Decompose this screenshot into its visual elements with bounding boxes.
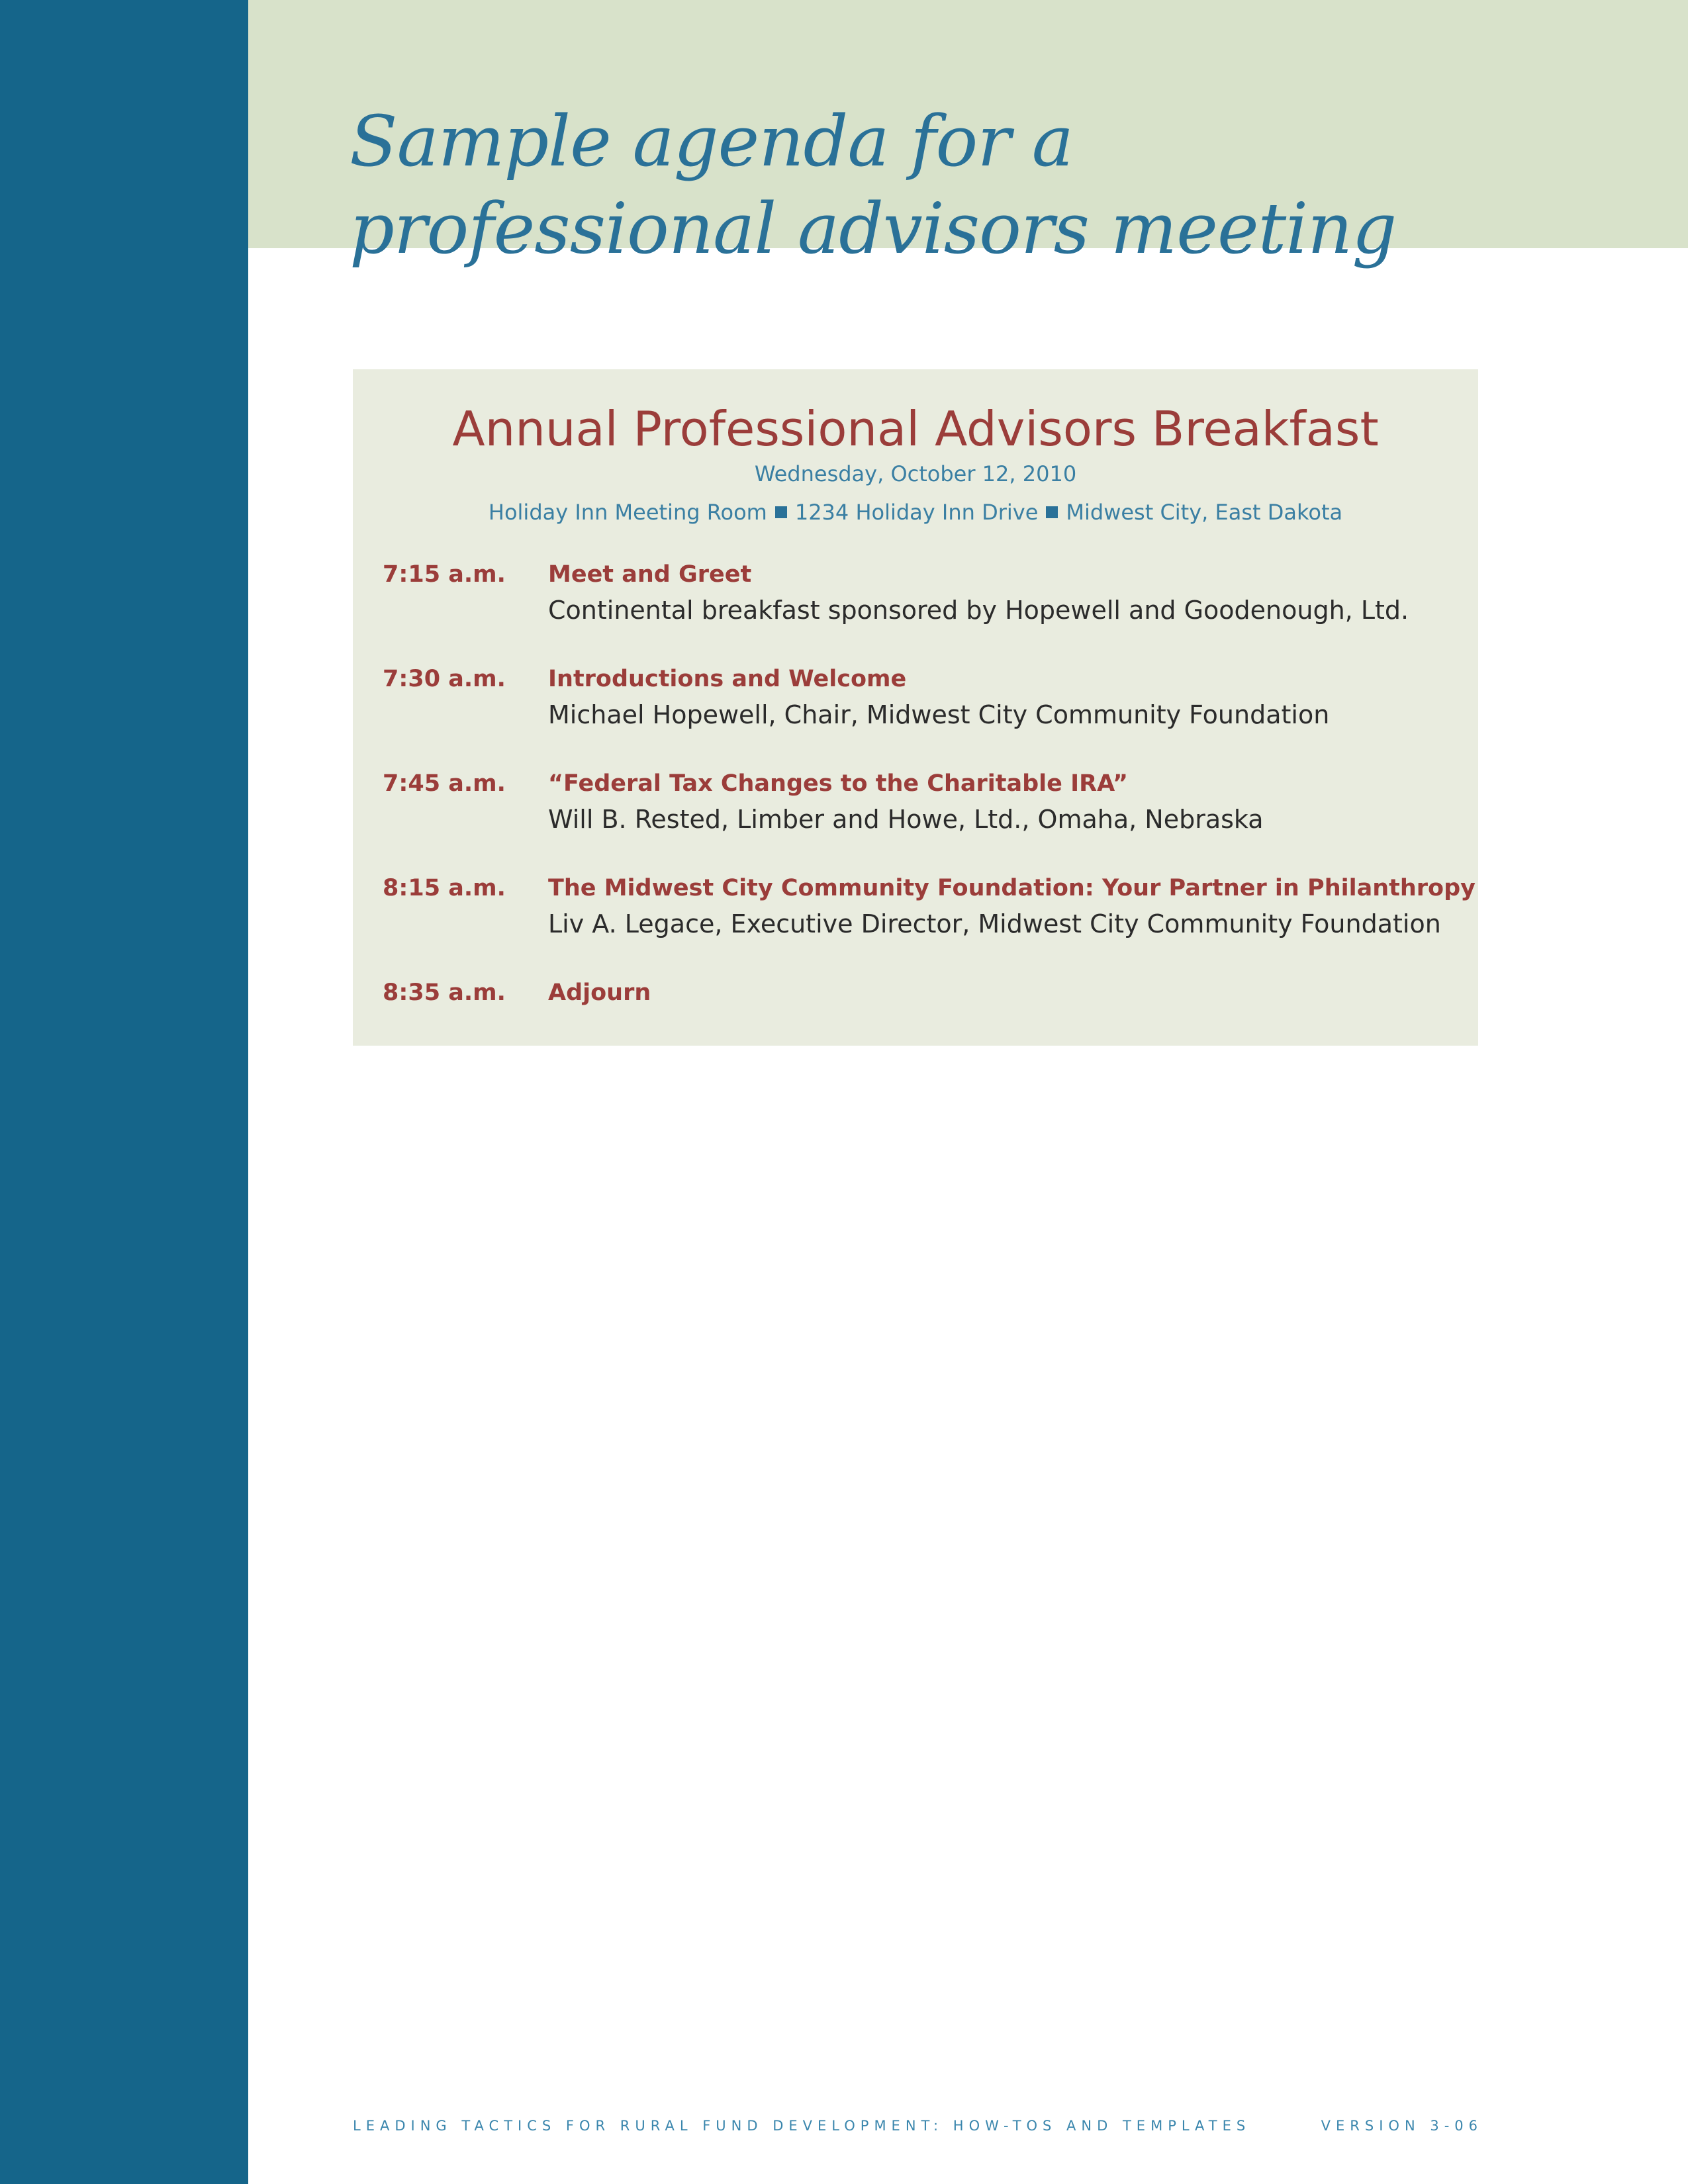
location-address: 1234 Holiday Inn Drive (794, 500, 1039, 525)
location-city: Midwest City, East Dakota (1066, 500, 1343, 525)
page-title (350, 98, 1396, 273)
agenda-heading: Meet and Greet (548, 561, 752, 588)
page-title-line-1: Sample agenda for a (350, 101, 1073, 182)
agenda-item (383, 558, 1468, 662)
agenda-detail: Will B. Rested, Limber and Howe, Ltd., Omaha, Nebraska (548, 805, 1264, 834)
agenda-item (383, 767, 1468, 872)
agenda-time: 7:30 a.m. (383, 666, 506, 692)
page-title-line-2: professional advisors meeting (350, 188, 1397, 269)
footer-publication-title: LEADING TACTICS FOR RURAL FUND DEVELOPMENT: HOW-TOS AND TEMPLATES (353, 2118, 1251, 2134)
agenda-detail: Michael Hopewell, Chair, Midwest City Community Foundation (548, 700, 1330, 729)
agenda-heading: Adjourn (548, 979, 651, 1006)
agenda-item (383, 662, 1468, 767)
agenda-detail: Liv A. Legace, Executive Director, Midwest City Community Foundation (548, 909, 1441, 938)
agenda-time: 7:15 a.m. (383, 561, 506, 588)
left-sidebar-bar (0, 0, 248, 2184)
square-bullet-icon (775, 506, 787, 518)
footer-version: VERSION 3-06 (1321, 2118, 1483, 2134)
agenda-time: 7:45 a.m. (383, 770, 506, 797)
agenda-time: 8:15 a.m. (383, 875, 506, 901)
agenda-box (353, 369, 1478, 1046)
agenda-item (383, 872, 1476, 976)
agenda-list (383, 558, 1476, 1081)
location-venue: Holiday Inn Meeting Room (488, 500, 767, 525)
agenda-item (383, 976, 1468, 1081)
agenda-time: 8:35 a.m. (383, 979, 506, 1006)
agenda-heading: “Federal Tax Changes to the Charitable IRA” (548, 770, 1128, 797)
agenda-heading: Introductions and Welcome (548, 666, 907, 692)
event-title: Annual Professional Advisors Breakfast (452, 401, 1379, 457)
event-date: Wednesday, October 12, 2010 (754, 461, 1077, 486)
square-bullet-icon (1046, 506, 1058, 518)
event-location (353, 498, 1478, 527)
agenda-heading: The Midwest City Community Foundation: Your Partner in Philanthropy (548, 875, 1476, 901)
agenda-detail: Continental breakfast sponsored by Hopewell and Goodenough, Ltd. (548, 596, 1409, 625)
